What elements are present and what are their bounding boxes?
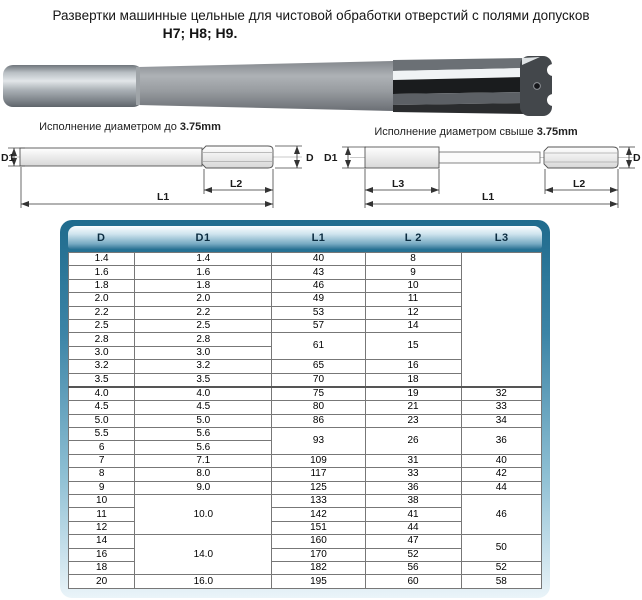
dim-label-d1: D1 — [1, 152, 15, 164]
table-row — [69, 387, 542, 401]
table-cell: 7 — [69, 454, 135, 467]
table-cell: 47 — [365, 535, 461, 548]
dim-label-l1: L1 — [157, 191, 170, 203]
table-cell: 4.5 — [135, 401, 272, 414]
table-cell: 41 — [365, 508, 461, 521]
table-cell: 5.0 — [69, 414, 135, 427]
table-cell: 43 — [272, 266, 365, 279]
table-row — [69, 253, 542, 266]
table-cell: 23 — [365, 414, 461, 427]
table-header-row — [68, 226, 542, 249]
table-cell: 10.0 — [135, 495, 272, 535]
table-cell: 31 — [365, 454, 461, 467]
table-cell: 142 — [272, 508, 365, 521]
reamer-photo — [0, 50, 560, 124]
table-cell: 14 — [365, 319, 461, 332]
table-cell: 49 — [272, 293, 365, 306]
diagram-large-diameter — [322, 137, 642, 211]
table-cell: 52 — [461, 561, 541, 574]
table-cell: 10 — [69, 495, 135, 508]
table-row — [69, 575, 542, 588]
table-cell: 11 — [69, 508, 135, 521]
table-cell: 65 — [272, 360, 365, 373]
table-cell: 93 — [272, 428, 365, 455]
reamer-flutes — [393, 58, 525, 114]
caption-left-text: Исполнение диаметром до — [39, 121, 177, 133]
table-row — [69, 454, 542, 467]
dimensions-table — [68, 252, 542, 589]
table-cell: 3.0 — [135, 346, 272, 359]
caption-right-text: Исполнение диаметром свыше — [374, 126, 534, 138]
dim-label-d1: D1 — [324, 152, 338, 164]
page-title-tolerances: H7; H8; H9. — [162, 25, 238, 41]
table-row — [69, 535, 542, 548]
table-cell: 80 — [272, 401, 365, 414]
table-cell: 117 — [272, 468, 365, 481]
table-cell: 75 — [272, 387, 365, 401]
table-cell: 58 — [461, 575, 541, 588]
table-cell: 182 — [272, 561, 365, 574]
table-cell: 5.5 — [69, 428, 135, 441]
reamer-body — [138, 61, 393, 111]
column-header: L 2 — [404, 231, 422, 244]
table-cell: 8 — [69, 468, 135, 481]
table-cell: 9 — [69, 481, 135, 494]
table-row — [69, 414, 542, 427]
column-header: L1 — [311, 231, 326, 244]
table-cell: 133 — [272, 495, 365, 508]
page-title: Развертки машинные цельные для чистовой обработки отверстий с полями допусков — [52, 8, 590, 23]
dim-label-l2: L2 — [573, 178, 586, 190]
table-cell: 16 — [365, 360, 461, 373]
table-cell: 32 — [461, 387, 541, 401]
reamer-outline-flutes — [544, 147, 618, 168]
table-row — [69, 401, 542, 414]
dim-label-l1: L1 — [482, 191, 495, 203]
table-cell: 18 — [365, 373, 461, 387]
table-cell: 6 — [69, 441, 135, 454]
table-cell: 14 — [69, 535, 135, 548]
table-cell: 2.0 — [69, 293, 135, 306]
table-row — [69, 495, 542, 508]
table-cell: 40 — [461, 454, 541, 467]
table-cell: 21 — [365, 401, 461, 414]
table-cell: 195 — [272, 575, 365, 588]
caption-left-value: 3.75mm — [179, 121, 221, 133]
table-cell: 2.8 — [135, 333, 272, 346]
table-cell: 44 — [461, 481, 541, 494]
table-cell: 2.2 — [135, 306, 272, 319]
table-cell: 125 — [272, 481, 365, 494]
table-cell: 20 — [69, 575, 135, 588]
reamer-end-cap — [520, 56, 559, 116]
table-cell: 36 — [461, 428, 541, 455]
table-cell: 42 — [461, 468, 541, 481]
table-cell: 1.6 — [135, 266, 272, 279]
table-cell: 151 — [272, 521, 365, 534]
table-cell: 3.5 — [135, 373, 272, 387]
table-cell: 170 — [272, 548, 365, 561]
table-cell: 40 — [272, 253, 365, 266]
table-cell: 38 — [365, 495, 461, 508]
table-cell: 9.0 — [135, 481, 272, 494]
table-cell: 15 — [365, 333, 461, 360]
table-cell: 1.6 — [69, 266, 135, 279]
table-cell: 1.8 — [135, 279, 272, 292]
column-header: D — [96, 231, 106, 244]
table-cell: 53 — [272, 306, 365, 319]
table-cell: 61 — [272, 333, 365, 360]
table-cell: 10 — [365, 279, 461, 292]
table-cell: 8 — [365, 253, 461, 266]
table-cell: 46 — [461, 495, 541, 535]
table-cell: 1.8 — [69, 279, 135, 292]
table-cell: 36 — [365, 481, 461, 494]
table-cell: 4.0 — [69, 387, 135, 401]
table-cell: 11 — [365, 293, 461, 306]
table-cell: 33 — [365, 468, 461, 481]
table-cell: 4.0 — [135, 387, 272, 401]
dimensions-table-frame — [60, 220, 550, 598]
table-cell: 4.5 — [69, 401, 135, 414]
table-cell: 16 — [69, 548, 135, 561]
table-cell: 3.2 — [135, 360, 272, 373]
table-cell: 2.5 — [69, 319, 135, 332]
table-cell: 12 — [69, 521, 135, 534]
table-cell: 50 — [461, 535, 541, 562]
table-cell: 46 — [272, 279, 365, 292]
table-cell: 33 — [461, 401, 541, 414]
table-cell: 8.0 — [135, 468, 272, 481]
table-cell: 2.2 — [69, 306, 135, 319]
table-cell: 16.0 — [135, 575, 272, 588]
reamer-outline-rod — [439, 152, 540, 163]
dim-label-l3: L3 — [392, 178, 405, 190]
table-row — [69, 428, 542, 441]
dim-label-d: D — [633, 152, 641, 164]
table-cell: 2.8 — [69, 333, 135, 346]
table-cell: 5.6 — [135, 428, 272, 441]
table-cell: 52 — [365, 548, 461, 561]
reamer-outline-body — [20, 148, 202, 166]
table-cell: 5.0 — [135, 414, 272, 427]
table-cell: 86 — [272, 414, 365, 427]
table-cell: 44 — [365, 521, 461, 534]
table-cell: 2.5 — [135, 319, 272, 332]
table-cell: 14.0 — [135, 535, 272, 575]
table-cell: 2.0 — [135, 293, 272, 306]
table-cell: 3.5 — [69, 373, 135, 387]
caption-small-diameter — [30, 121, 230, 133]
table-cell: 5.6 — [135, 441, 272, 454]
caption-right-value: 3.75mm — [536, 126, 578, 138]
table-cell: 26 — [365, 428, 461, 455]
diagram-small-diameter — [0, 137, 320, 211]
reamer-outline-shank — [365, 147, 439, 168]
table-cell: 160 — [272, 535, 365, 548]
table-cell: 70 — [272, 373, 365, 387]
table-row — [69, 468, 542, 481]
table-cell: 109 — [272, 454, 365, 467]
table-cell: 19 — [365, 387, 461, 401]
table-cell: 18 — [69, 561, 135, 574]
column-header: D1 — [195, 231, 211, 244]
dim-label-l2: L2 — [230, 178, 243, 190]
column-header: L3 — [494, 231, 509, 244]
table-cell: 34 — [461, 414, 541, 427]
table-cell: 7.1 — [135, 454, 272, 467]
table-cell: 56 — [365, 561, 461, 574]
table-cell: 3.2 — [69, 360, 135, 373]
reamer-outline-flutes — [202, 146, 273, 168]
table-row — [69, 481, 542, 494]
table-cell: 1.4 — [135, 253, 272, 266]
reamer-shank — [3, 65, 143, 107]
table-cell: 1.4 — [69, 253, 135, 266]
table-cell: 60 — [365, 575, 461, 588]
table-cell: 3.0 — [69, 346, 135, 359]
dim-label-d: D — [306, 152, 314, 164]
table-cell: 12 — [365, 306, 461, 319]
table-cell — [461, 253, 541, 387]
table-cell: 9 — [365, 266, 461, 279]
table-cell: 57 — [272, 319, 365, 332]
